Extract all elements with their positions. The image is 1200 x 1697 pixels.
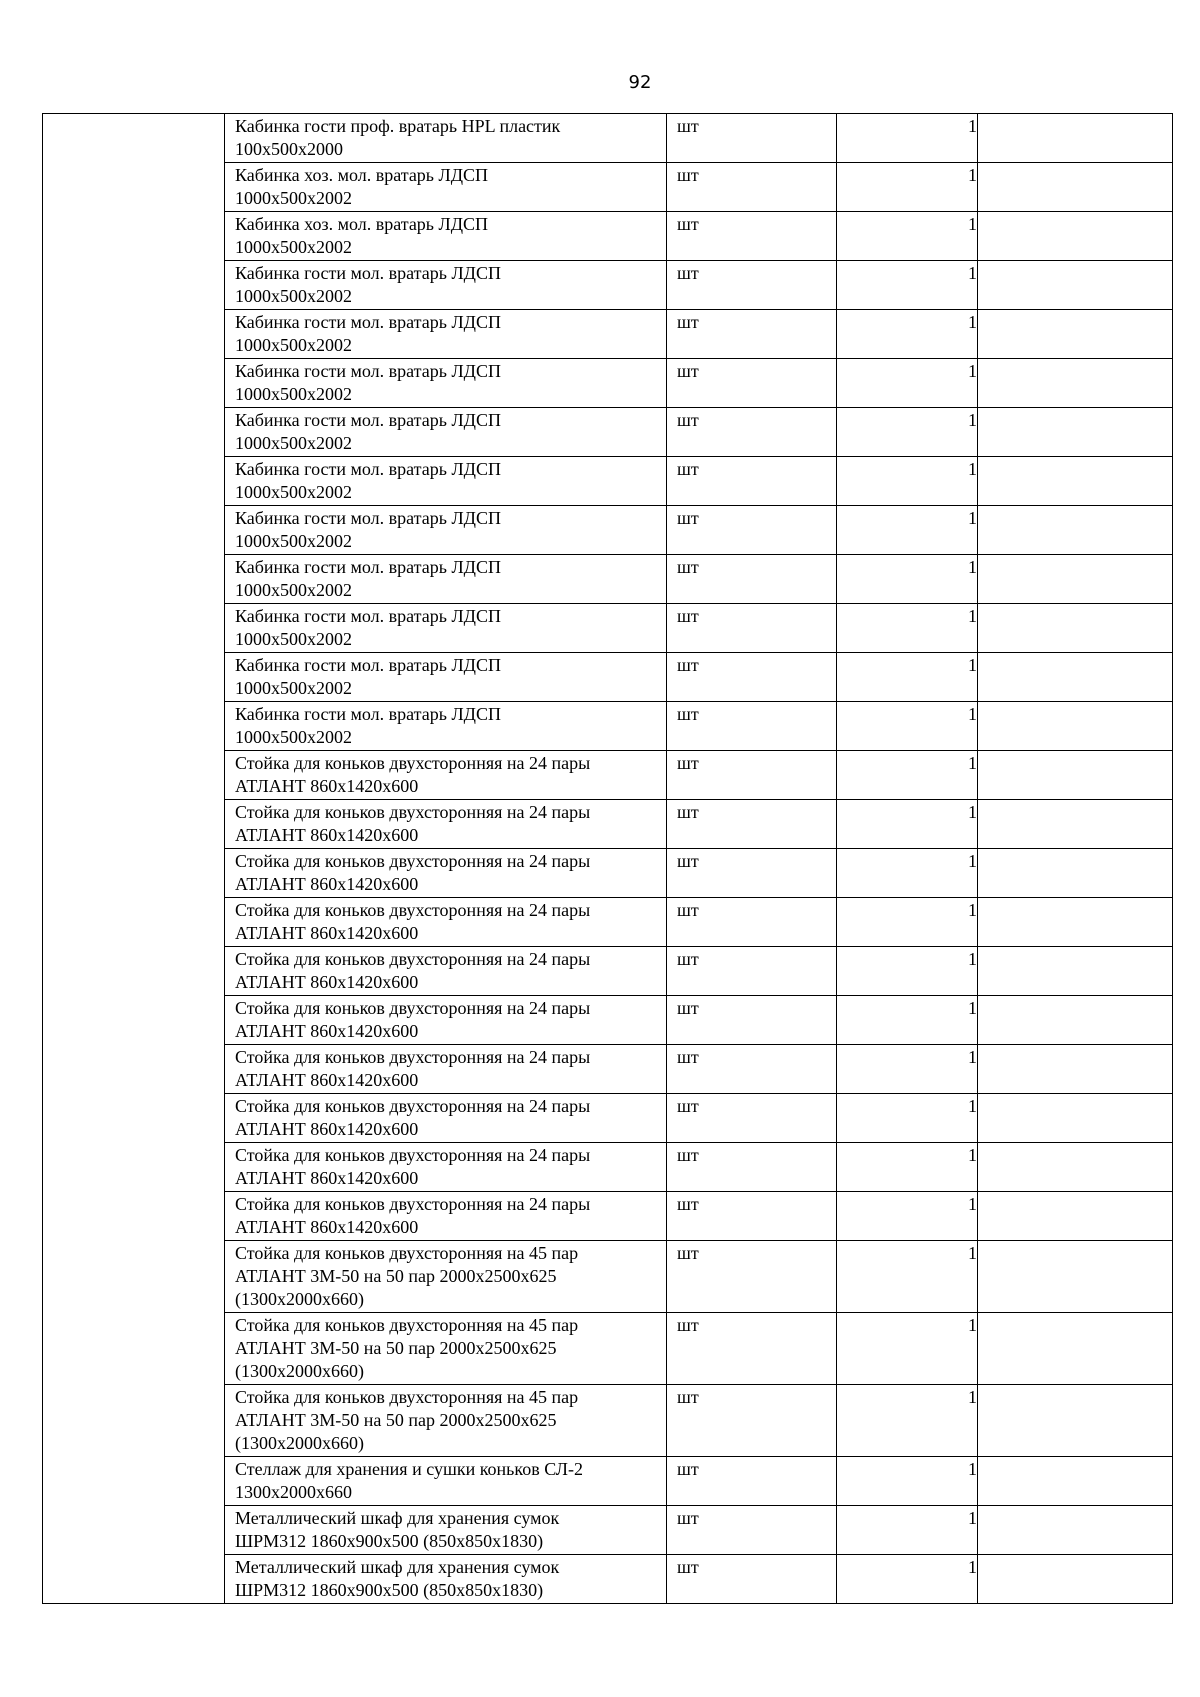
note-cell bbox=[978, 261, 1173, 310]
unit-cell: шт bbox=[667, 702, 837, 751]
table-row bbox=[43, 114, 1173, 163]
item-name-line: АТЛАНТ 3М-50 на 50 пар 2000x2500x625 bbox=[235, 1266, 557, 1286]
item-name-line: Кабинка гости мол. вратарь ЛДСП bbox=[235, 361, 501, 381]
unit-cell: шт bbox=[667, 800, 837, 849]
item-name-line: Кабинка гости мол. вратарь ЛДСП bbox=[235, 312, 501, 332]
item-name-line: 1000x500x2002 bbox=[235, 727, 352, 747]
unit-cell: шт bbox=[667, 163, 837, 212]
item-name-cell bbox=[225, 604, 667, 653]
item-name-cell bbox=[225, 1094, 667, 1143]
item-name-line: Кабинка гости мол. вратарь ЛДСП bbox=[235, 508, 501, 528]
note-cell bbox=[978, 1094, 1173, 1143]
item-name-line: АТЛАНТ 860x1420x600 bbox=[235, 1217, 419, 1237]
note-cell bbox=[978, 310, 1173, 359]
note-cell bbox=[978, 996, 1173, 1045]
unit-cell: шт bbox=[667, 506, 837, 555]
item-name-line: Кабинка гости мол. вратарь ЛДСП bbox=[235, 410, 501, 430]
page-number: 92 bbox=[628, 72, 652, 93]
note-cell bbox=[978, 653, 1173, 702]
item-name-line: Кабинка хоз. мол. вратарь ЛДСП bbox=[235, 214, 489, 234]
item-name-line: АТЛАНТ 860x1420x600 bbox=[235, 825, 419, 845]
quantity-cell: 1 bbox=[837, 408, 978, 457]
quantity-cell: 1 bbox=[837, 1094, 978, 1143]
note-cell bbox=[978, 1241, 1173, 1313]
item-name-cell bbox=[225, 898, 667, 947]
note-cell bbox=[978, 947, 1173, 996]
quantity-cell: 1 bbox=[837, 947, 978, 996]
item-name-cell bbox=[225, 947, 667, 996]
item-name-cell bbox=[225, 653, 667, 702]
note-cell bbox=[978, 604, 1173, 653]
item-name-line: Кабинка гости мол. вратарь ЛДСП bbox=[235, 263, 501, 283]
item-name-cell bbox=[225, 1045, 667, 1094]
item-name-cell bbox=[225, 1143, 667, 1192]
item-name-cell bbox=[225, 457, 667, 506]
note-cell bbox=[978, 359, 1173, 408]
item-name-cell bbox=[225, 849, 667, 898]
item-name-line: ШРМ312 1860x900x500 (850x850x1830) bbox=[235, 1531, 544, 1551]
quantity-cell: 1 bbox=[837, 604, 978, 653]
item-name-line: АТЛАНТ 860x1420x600 bbox=[235, 1119, 419, 1139]
note-cell bbox=[978, 898, 1173, 947]
item-name-line: Стойка для коньков двухсторонняя на 45 пар bbox=[235, 1243, 579, 1263]
item-name-line: Стойка для коньков двухсторонняя на 24 пары bbox=[235, 753, 591, 773]
quantity-cell: 1 bbox=[837, 996, 978, 1045]
item-name-line: Стойка для коньков двухсторонняя на 24 пары bbox=[235, 900, 591, 920]
item-name-line: 1300x2000x660 bbox=[235, 1482, 352, 1502]
item-name-cell bbox=[225, 163, 667, 212]
unit-cell: шт bbox=[667, 212, 837, 261]
quantity-cell: 1 bbox=[837, 653, 978, 702]
quantity-cell: 1 bbox=[837, 800, 978, 849]
quantity-cell: 1 bbox=[837, 751, 978, 800]
unit-cell: шт bbox=[667, 555, 837, 604]
note-cell bbox=[978, 555, 1173, 604]
unit-cell: шт bbox=[667, 310, 837, 359]
item-name-cell bbox=[225, 1506, 667, 1555]
unit-cell: шт bbox=[667, 261, 837, 310]
unit-cell: шт bbox=[667, 947, 837, 996]
quantity-cell: 1 bbox=[837, 1143, 978, 1192]
item-name-line: АТЛАНТ 860x1420x600 bbox=[235, 1021, 419, 1041]
item-name-line: Металлический шкаф для хранения сумок bbox=[235, 1557, 560, 1577]
note-cell bbox=[978, 1045, 1173, 1094]
quantity-cell: 1 bbox=[837, 457, 978, 506]
item-name-cell bbox=[225, 555, 667, 604]
item-name-cell bbox=[225, 1241, 667, 1313]
note-cell bbox=[978, 1385, 1173, 1457]
item-name-line: 1000x500x2002 bbox=[235, 286, 352, 306]
item-name-line: Кабинка гости проф. вратарь HPL пластик bbox=[235, 116, 561, 136]
item-name-line: Кабинка гости мол. вратарь ЛДСП bbox=[235, 704, 501, 724]
note-cell bbox=[978, 800, 1173, 849]
item-name-cell bbox=[225, 1555, 667, 1604]
quantity-cell: 1 bbox=[837, 1192, 978, 1241]
note-cell bbox=[978, 408, 1173, 457]
item-name-line: 1000x500x2002 bbox=[235, 384, 352, 404]
item-name-cell bbox=[225, 1457, 667, 1506]
note-cell bbox=[978, 1506, 1173, 1555]
item-name-line: Стойка для коньков двухсторонняя на 24 пары bbox=[235, 998, 591, 1018]
equipment-table bbox=[42, 113, 1173, 1604]
unit-cell: шт bbox=[667, 359, 837, 408]
unit-cell: шт bbox=[667, 1094, 837, 1143]
note-cell bbox=[978, 849, 1173, 898]
quantity-cell: 1 bbox=[837, 359, 978, 408]
item-name-line: ШРМ312 1860x900x500 (850x850x1830) bbox=[235, 1580, 544, 1600]
quantity-cell: 1 bbox=[837, 310, 978, 359]
item-name-line: Стойка для коньков двухсторонняя на 45 пар bbox=[235, 1315, 579, 1335]
item-name-line: 1000x500x2002 bbox=[235, 531, 352, 551]
item-name-line: 1000x500x2002 bbox=[235, 433, 352, 453]
unit-cell: шт bbox=[667, 653, 837, 702]
item-name-line: 1000x500x2002 bbox=[235, 188, 352, 208]
quantity-cell: 1 bbox=[837, 1555, 978, 1604]
quantity-cell: 1 bbox=[837, 555, 978, 604]
unit-cell: шт bbox=[667, 1457, 837, 1506]
unit-cell: шт bbox=[667, 408, 837, 457]
quantity-cell: 1 bbox=[837, 849, 978, 898]
unit-cell: шт bbox=[667, 604, 837, 653]
quantity-cell: 1 bbox=[837, 1241, 978, 1313]
item-name-line: АТЛАНТ 860x1420x600 bbox=[235, 776, 419, 796]
unit-cell: шт bbox=[667, 1385, 837, 1457]
quantity-cell: 1 bbox=[837, 506, 978, 555]
unit-cell: шт bbox=[667, 751, 837, 800]
unit-cell: шт bbox=[667, 1313, 837, 1385]
item-name-cell bbox=[225, 702, 667, 751]
item-name-line: Стеллаж для хранения и сушки коньков СЛ-2 bbox=[235, 1459, 583, 1479]
item-name-line: (1300x2000x660) bbox=[235, 1433, 364, 1453]
unit-cell: шт bbox=[667, 457, 837, 506]
section-column-cell bbox=[43, 114, 225, 1604]
note-cell bbox=[978, 1143, 1173, 1192]
item-name-cell bbox=[225, 506, 667, 555]
unit-cell: шт bbox=[667, 1241, 837, 1313]
quantity-cell: 1 bbox=[837, 1385, 978, 1457]
note-cell bbox=[978, 1192, 1173, 1241]
quantity-cell: 1 bbox=[837, 212, 978, 261]
item-name-line: 1000x500x2002 bbox=[235, 629, 352, 649]
item-name-line: 1000x500x2002 bbox=[235, 580, 352, 600]
item-name-line: Кабинка гости мол. вратарь ЛДСП bbox=[235, 459, 501, 479]
item-name-cell bbox=[225, 310, 667, 359]
item-name-line: АТЛАНТ 860x1420x600 bbox=[235, 874, 419, 894]
unit-cell: шт bbox=[667, 1506, 837, 1555]
note-cell bbox=[978, 1555, 1173, 1604]
item-name-cell bbox=[225, 114, 667, 163]
unit-cell: шт bbox=[667, 996, 837, 1045]
item-name-line: Стойка для коньков двухсторонняя на 45 пар bbox=[235, 1387, 579, 1407]
note-cell bbox=[978, 212, 1173, 261]
item-name-cell bbox=[225, 408, 667, 457]
note-cell bbox=[978, 506, 1173, 555]
item-name-line: (1300x2000x660) bbox=[235, 1289, 364, 1309]
unit-cell: шт bbox=[667, 1045, 837, 1094]
quantity-cell: 1 bbox=[837, 1045, 978, 1094]
item-name-cell bbox=[225, 261, 667, 310]
quantity-cell: 1 bbox=[837, 163, 978, 212]
item-name-cell bbox=[225, 1385, 667, 1457]
item-name-line: Стойка для коньков двухсторонняя на 24 пары bbox=[235, 1047, 591, 1067]
unit-cell: шт bbox=[667, 1555, 837, 1604]
item-name-line: АТЛАНТ 860x1420x600 bbox=[235, 1168, 419, 1188]
unit-cell: шт bbox=[667, 114, 837, 163]
item-name-cell bbox=[225, 212, 667, 261]
note-cell bbox=[978, 1313, 1173, 1385]
quantity-cell: 1 bbox=[837, 1313, 978, 1385]
item-name-cell bbox=[225, 1313, 667, 1385]
item-name-cell bbox=[225, 751, 667, 800]
item-name-line: АТЛАНТ 860x1420x600 bbox=[235, 1070, 419, 1090]
item-name-line: Стойка для коньков двухсторонняя на 24 пары bbox=[235, 1096, 591, 1116]
quantity-cell: 1 bbox=[837, 1457, 978, 1506]
item-name-line: Стойка для коньков двухсторонняя на 24 пары bbox=[235, 1145, 591, 1165]
note-cell bbox=[978, 163, 1173, 212]
item-name-cell bbox=[225, 1192, 667, 1241]
quantity-cell: 1 bbox=[837, 1506, 978, 1555]
unit-cell: шт bbox=[667, 1143, 837, 1192]
item-name-line: АТЛАНТ 860x1420x600 bbox=[235, 972, 419, 992]
unit-cell: шт bbox=[667, 849, 837, 898]
quantity-cell: 1 bbox=[837, 114, 978, 163]
note-cell bbox=[978, 751, 1173, 800]
quantity-cell: 1 bbox=[837, 261, 978, 310]
item-name-line: 1000x500x2002 bbox=[235, 237, 352, 257]
item-name-line: АТЛАНТ 3М-50 на 50 пар 2000x2500x625 bbox=[235, 1410, 557, 1430]
table-body bbox=[43, 114, 1173, 1604]
unit-cell: шт bbox=[667, 1192, 837, 1241]
item-name-cell bbox=[225, 996, 667, 1045]
item-name-line: АТЛАНТ 860x1420x600 bbox=[235, 923, 419, 943]
unit-cell: шт bbox=[667, 898, 837, 947]
note-cell bbox=[978, 702, 1173, 751]
item-name-line: 1000x500x2002 bbox=[235, 678, 352, 698]
item-name-line: Кабинка хоз. мол. вратарь ЛДСП bbox=[235, 165, 489, 185]
item-name-cell bbox=[225, 800, 667, 849]
item-name-line: АТЛАНТ 3М-50 на 50 пар 2000x2500x625 bbox=[235, 1338, 557, 1358]
note-cell bbox=[978, 457, 1173, 506]
item-name-line: 1000x500x2002 bbox=[235, 482, 352, 502]
quantity-cell: 1 bbox=[837, 898, 978, 947]
item-name-line: Металлический шкаф для хранения сумок bbox=[235, 1508, 560, 1528]
item-name-line: Кабинка гости мол. вратарь ЛДСП bbox=[235, 606, 501, 626]
note-cell bbox=[978, 114, 1173, 163]
item-name-cell bbox=[225, 359, 667, 408]
item-name-line: 100x500x2000 bbox=[235, 139, 343, 159]
note-cell bbox=[978, 1457, 1173, 1506]
item-name-line: Кабинка гости мол. вратарь ЛДСП bbox=[235, 557, 501, 577]
item-name-line: (1300x2000x660) bbox=[235, 1361, 364, 1381]
item-name-line: Стойка для коньков двухсторонняя на 24 пары bbox=[235, 949, 591, 969]
item-name-line: Стойка для коньков двухсторонняя на 24 пары bbox=[235, 802, 591, 822]
item-name-line: Кабинка гости мол. вратарь ЛДСП bbox=[235, 655, 501, 675]
item-name-line: 1000x500x2002 bbox=[235, 335, 352, 355]
item-name-line: Стойка для коньков двухсторонняя на 24 пары bbox=[235, 851, 591, 871]
quantity-cell: 1 bbox=[837, 702, 978, 751]
item-name-line: Стойка для коньков двухсторонняя на 24 пары bbox=[235, 1194, 591, 1214]
